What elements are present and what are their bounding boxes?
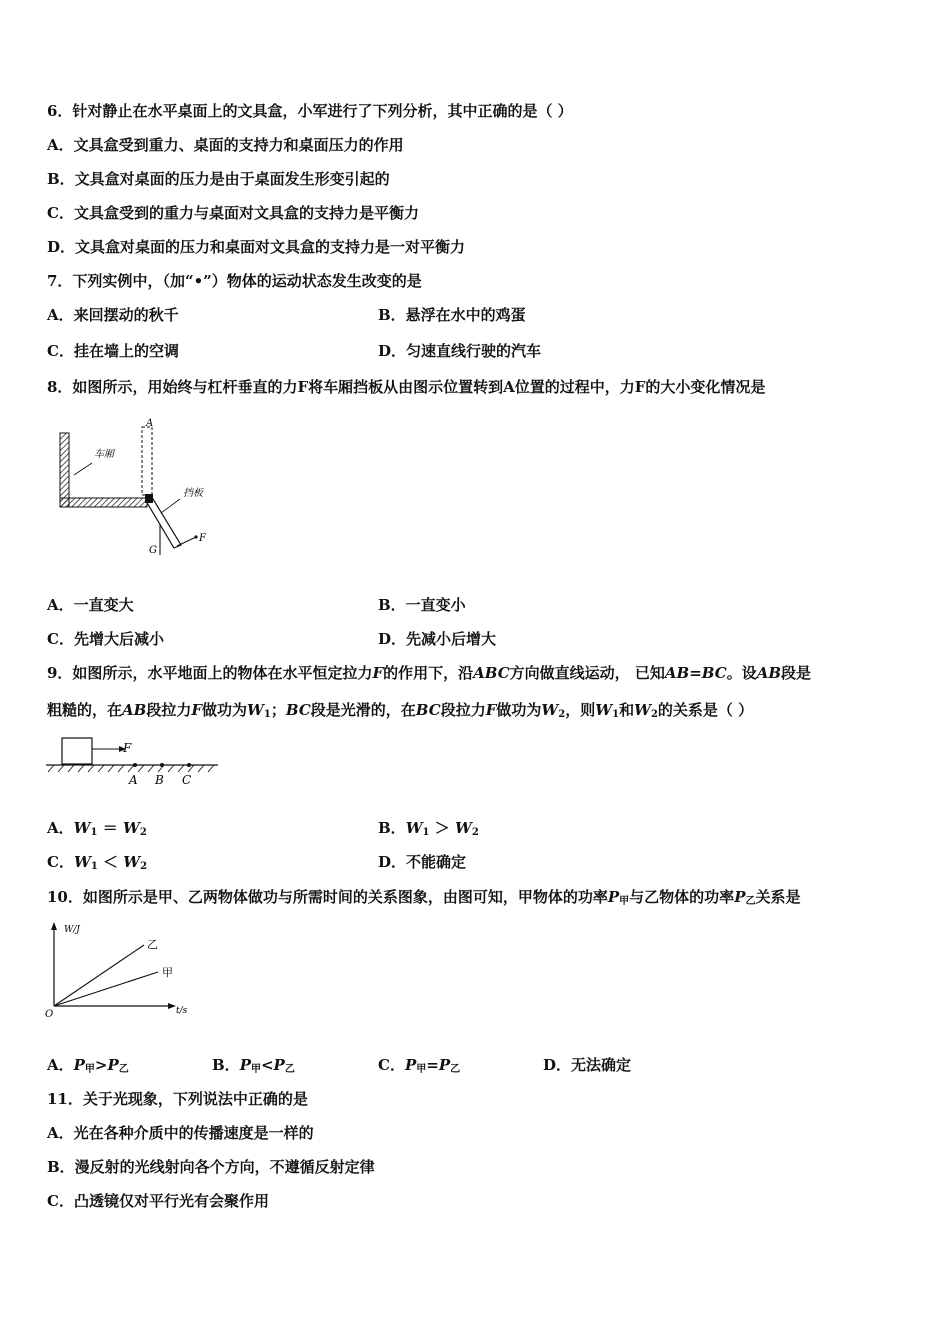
q11-option-b: B．漫反射的光线射向各个方向，不遵循反射定律: [47, 1158, 375, 1176]
carriage-leader: [74, 463, 92, 475]
q7-option-d: D．匀速直线行驶的汽车: [378, 342, 542, 360]
x-label: t/s: [176, 1006, 188, 1016]
label-f: F: [123, 741, 132, 755]
q11-stem: 11．关于光现象，下列说法中正确的是: [47, 1090, 308, 1108]
label-c: C: [182, 773, 192, 787]
q9-option-d: D．不能确定: [378, 853, 467, 871]
q8-option-a: A．一直变大: [47, 596, 134, 614]
line-jia: [54, 972, 158, 1006]
q8-option-d: D．先减小后增大: [378, 630, 497, 648]
q6-option-c: C．文具盒受到的重力与桌面对文具盒的支持力是平衡力: [47, 204, 419, 222]
label-a: A: [146, 418, 154, 429]
point-c: [187, 763, 191, 767]
x-axis-arrow-icon: [168, 1003, 176, 1009]
q9-option-c: C．$W_1 < W_2$: [47, 853, 148, 872]
q10-option-d: D．无法确定: [543, 1056, 632, 1074]
q6-option-a: A．文具盒受到重力、桌面的支持力和桌面压力的作用: [47, 136, 404, 154]
carriage-wall: [60, 433, 69, 507]
q10-stem: 10．如图所示是甲、乙两物体做功与所需时间的关系图象，由图可知，甲物体的功率P甲与乙物体的功率P乙关系是: [47, 888, 801, 907]
q9-stem-line1: 9．如图所示，水平地面上的物体在水平恒定拉力F的作用下，沿ABC方向做直线运动， 已知AB=BC。设AB段是: [47, 664, 812, 682]
line-jia-label: 甲: [162, 966, 173, 979]
board: [146, 499, 181, 548]
block: [62, 738, 92, 764]
label-b: B: [155, 773, 164, 787]
q7-option-a: A．来回摆动的秋千: [47, 306, 179, 324]
q8-option-b: B．一直变小: [378, 596, 466, 614]
q8-stem: 8．如图所示，用始终与杠杆垂直的力F将车厢挡板从由图示位置转到A位置的过程中，力F的大小变化情况是: [47, 378, 766, 396]
q9-option-a: A．$W_1 = W_2$: [47, 819, 147, 838]
q10-option-b: B．P甲<P乙: [212, 1056, 295, 1075]
q7-option-b: B．悬浮在水中的鸡蛋: [378, 306, 526, 324]
label-g: G: [149, 545, 157, 556]
origin-label: O: [45, 1009, 54, 1020]
label-f: F: [199, 533, 206, 544]
label-carriage: 车厢: [94, 449, 114, 460]
force-point: [194, 535, 197, 538]
q6-option-d: D．文具盒对桌面的压力和桌面对文具盒的支持力是一对平衡力: [47, 238, 466, 256]
q8-lever-figure: [50, 415, 220, 565]
point-b: [160, 763, 164, 767]
q11-option-a: A．光在各种介质中的传播速度是一样的: [47, 1124, 314, 1142]
q7-option-c: C．挂在墙上的空调: [47, 342, 179, 360]
line-yi: [54, 945, 144, 1006]
force-arrow: [177, 537, 196, 546]
q10-option-a: A．P甲>P乙: [47, 1056, 129, 1075]
q8-option-c: C．先增大后减小: [47, 630, 164, 648]
y-label: W/J: [64, 925, 80, 935]
q10-work-time-graph: [42, 920, 202, 1024]
board-leader: [161, 499, 180, 513]
y-axis-arrow-icon: [51, 922, 57, 930]
q9-stem-line2: 粗糙的，在AB段拉力F做功为$W_1$；BC段是光滑的，在BC段拉力F做功为$W_2$，则$W_1$和$W_2$的关系是（ ）: [47, 701, 754, 720]
q7-stem: 7．下列实例中，（加“•”）物体的运动状态发生改变的是: [47, 272, 422, 290]
q6-stem: 6．针对静止在水平桌面上的文具盒，小军进行了下列分析，其中正确的是（ ）: [47, 102, 573, 120]
q11-option-c: C．凸透镜仅对平行光有会聚作用: [47, 1192, 269, 1210]
q6-option-b: B．文具盒对桌面的压力是由于桌面发生形变引起的: [47, 170, 390, 188]
line-yi-label: 乙: [147, 938, 158, 951]
label-board: 挡板: [183, 488, 203, 499]
q9-ground-figure: [44, 734, 224, 790]
board-position-a: [142, 427, 152, 495]
label-a: A: [129, 773, 138, 787]
q10-option-c: C．P甲=P乙: [378, 1056, 461, 1075]
q9-option-b: B．$W_1 > W_2$: [378, 819, 479, 838]
point-a: [133, 763, 137, 767]
carriage-floor: [60, 498, 147, 507]
